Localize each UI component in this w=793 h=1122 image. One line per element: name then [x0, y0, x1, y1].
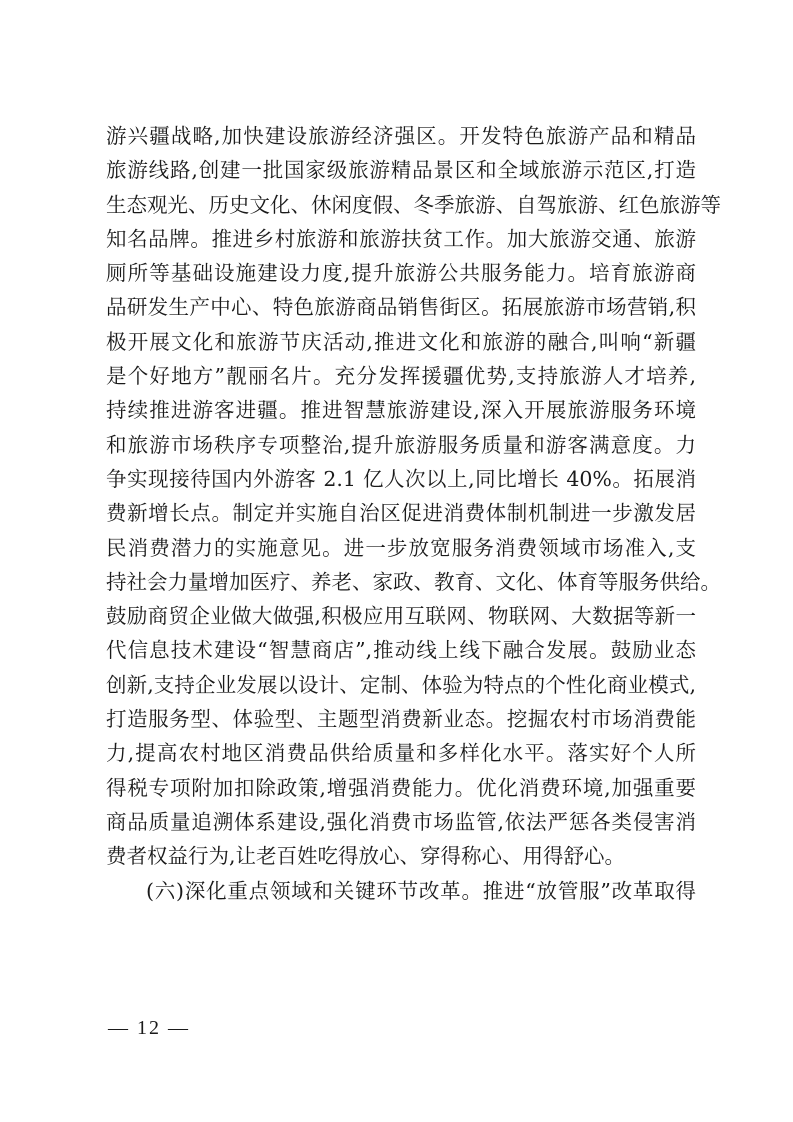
- body-text: [106, 119, 721, 908]
- text-line: 是个好地方”靓丽名片。充分发挥援疆优势,支持旅游人才培养,: [106, 364, 696, 389]
- text-line: 打造服务型、体验型、主题型消费新业态。挖掘农村市场消费能: [106, 707, 696, 732]
- text-line: 得税专项附加扣除政策,增强消费能力。优化消费环境,加强重要: [106, 775, 696, 800]
- text-line: 代信息技术建设“智慧商店”,推动线上线下融合发展。鼓励业态: [106, 638, 696, 663]
- text-line: 持社会力量增加医疗、养老、家政、教育、文化、体育等服务供给。: [106, 569, 721, 594]
- text-line: 厕所等基础设施建设力度,提升旅游公共服务能力。培育旅游商: [106, 261, 696, 286]
- text-line: 极开展文化和旅游节庆活动,推进文化和旅游的融合,叫响“新疆: [106, 329, 696, 354]
- text-line: 持续推进游客进疆。推进智慧旅游建设,深入开展旅游服务环境: [106, 398, 696, 423]
- text-line: 鼓励商贸企业做大做强,积极应用互联网、物联网、大数据等新一: [106, 604, 696, 629]
- text-line: 争实现接待国内外游客 2.1 亿人次以上,同比增长 40%。拓展消: [106, 466, 696, 491]
- text-line: 费者权益行为,让老百姓吃得放心、穿得称心、用得舒心。: [106, 844, 626, 869]
- text-line: 费新增长点。制定并实施自治区促进消费体制机制进一步激发居: [106, 501, 696, 526]
- text-line: 品研发生产中心、特色旅游商品销售街区。拓展旅游市场营销,积: [106, 295, 696, 320]
- text-line: 民消费潜力的实施意见。进一步放宽服务消费领域市场准入,支: [106, 535, 696, 560]
- section-heading: (六)深化重点领域和关键环节改革。推进“放管服”改革取得: [146, 878, 696, 903]
- text-line: 创新,支持企业发展以设计、定制、体验为特点的个性化商业模式,: [106, 672, 696, 697]
- page-number: — 12 —: [108, 1017, 190, 1039]
- text-line: 商品质量追溯体系建设,强化消费市场监管,依法严惩各类侵害消: [106, 809, 696, 834]
- text-line: 旅游线路,创建一批国家级旅游精品景区和全域旅游示范区,打造: [106, 158, 696, 183]
- text-line: 生态观光、历史文化、休闲度假、冬季旅游、自驾旅游、红色旅游等: [106, 192, 721, 217]
- text-line: 力,提高农村地区消费品供给质量和多样化水平。落实好个人所: [106, 741, 696, 766]
- text-line: 知名品牌。推进乡村旅游和旅游扶贫工作。加大旅游交通、旅游: [106, 226, 696, 251]
- text-line: 游兴疆战略,加快建设旅游经济强区。开发特色旅游产品和精品: [106, 124, 696, 148]
- text-line: 和旅游市场秩序专项整治,提升旅游服务质量和游客满意度。力: [106, 432, 696, 457]
